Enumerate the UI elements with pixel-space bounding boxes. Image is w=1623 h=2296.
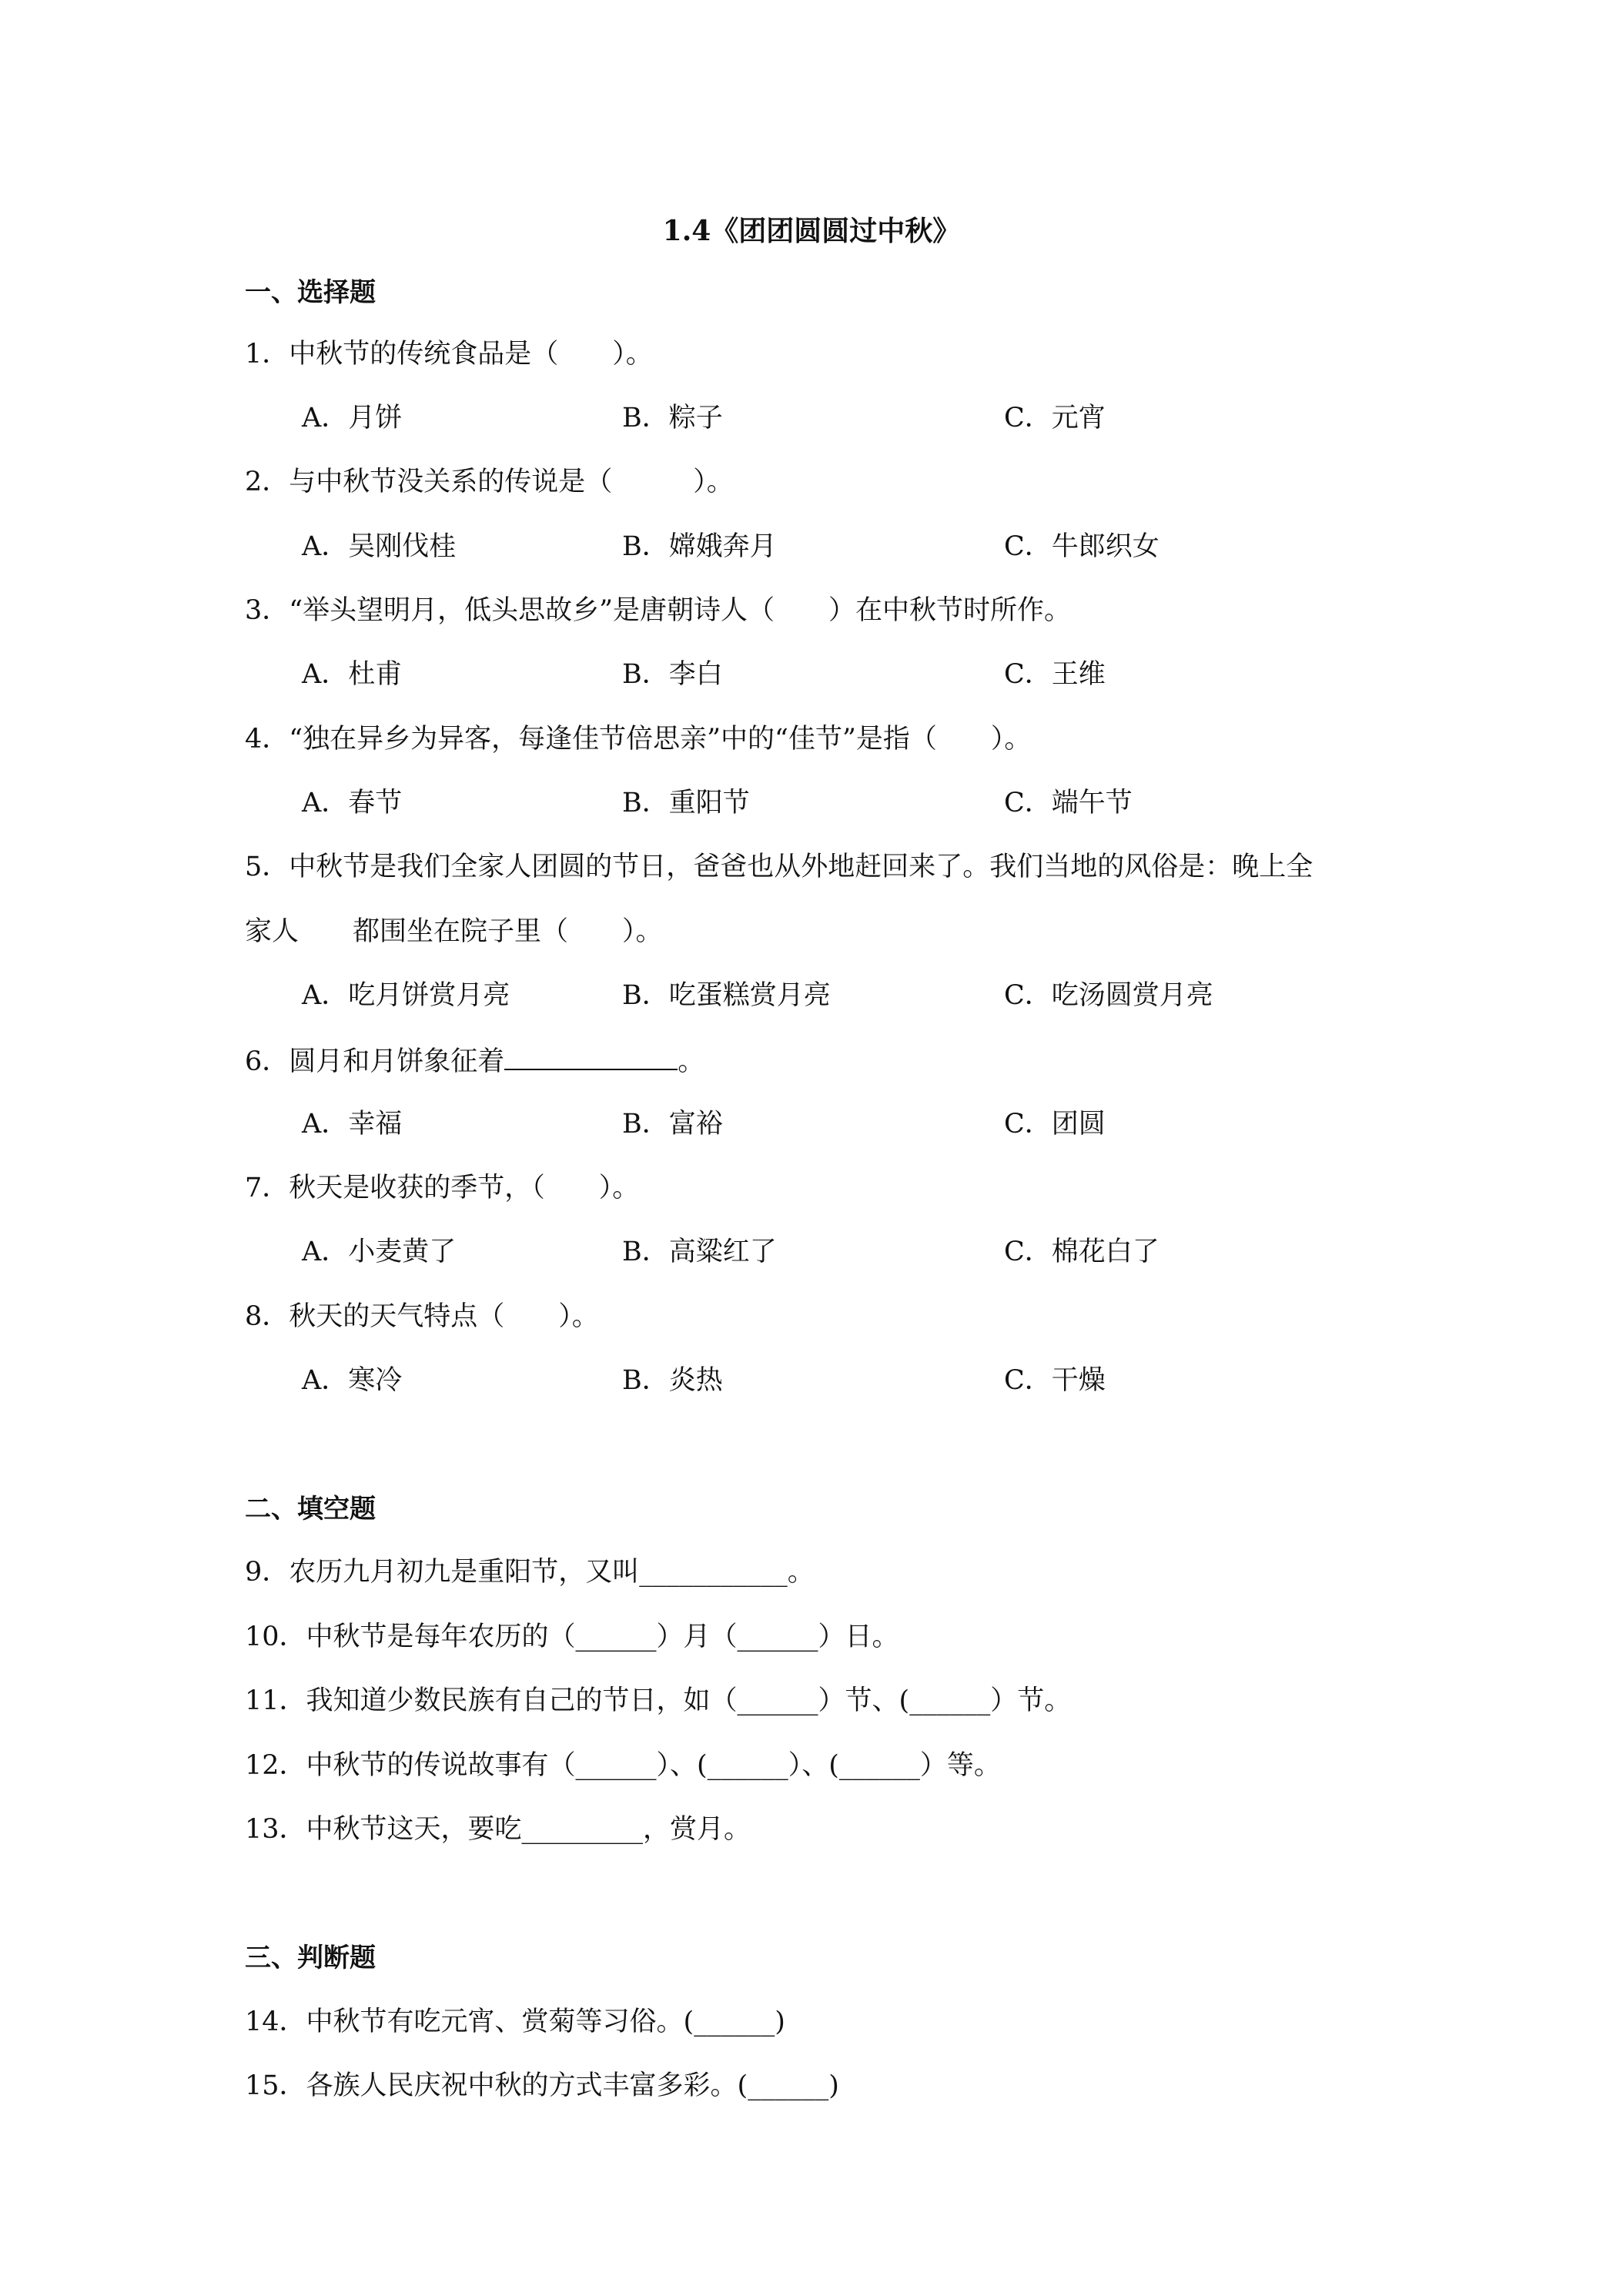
page-title: 1.4《团团圆圆过中秋》 xyxy=(662,215,961,247)
q8-option-b: B．炎热 xyxy=(622,1365,723,1396)
q8-option-a: A．寒冷 xyxy=(302,1365,403,1396)
q4-option-b: B．重阳节 xyxy=(622,788,750,818)
question-14: 14．中秋节有吃元宵、赏菊等习俗。(______) xyxy=(245,2006,785,2037)
question-11: 11．我知道少数民族有自己的节日，如（______）节、(______）节。 xyxy=(245,1685,1072,1716)
q3-option-c: C．王维 xyxy=(1004,659,1106,690)
question-1: 1．中秋节的传统食品是（ ）。 xyxy=(245,339,653,370)
q1-option-a: A．月饼 xyxy=(302,403,403,433)
q3-option-a: A．杜甫 xyxy=(302,659,403,690)
q6-answer-blank xyxy=(504,1038,678,1070)
q6-option-b: B．富裕 xyxy=(622,1109,723,1140)
question-2: 2．与中秋节没关系的传说是（ ）。 xyxy=(245,467,734,497)
q6-end: 。 xyxy=(678,1046,705,1077)
q4-option-c: C．端午节 xyxy=(1004,788,1133,818)
q1-option-b: B．粽子 xyxy=(622,403,723,433)
question-9: 9．农历九月初九是重阳节，又叫___________。 xyxy=(245,1557,815,1588)
q5-option-b: B．吃蛋糕赏月亮 xyxy=(622,980,831,1011)
question-13: 13．中秋节这天，要吃_________，赏月。 xyxy=(245,1814,751,1845)
q1-option-c: C．元宵 xyxy=(1004,403,1106,433)
q7-option-b: B．高粱红了 xyxy=(622,1237,777,1267)
q4-option-a: A．春节 xyxy=(302,788,403,818)
q6-option-a: A．幸福 xyxy=(302,1109,403,1140)
q5-option-a: A．吃月饼赏月亮 xyxy=(302,980,510,1011)
section-heading-judge: 三、判断题 xyxy=(245,1943,376,1973)
q6-text: 6．圆月和月饼象征着 xyxy=(245,1046,505,1077)
q6-option-c: C．团圆 xyxy=(1004,1109,1106,1140)
q2-option-c: C．牛郎织女 xyxy=(1004,531,1160,562)
question-5-line-1: 5．中秋节是我们全家人团圆的节日，爸爸也从外地赶回来了。我们当地的风俗是：晚上全 xyxy=(245,852,1313,882)
question-12: 12．中秋节的传说故事有（______）、(______）、(______）等。 xyxy=(245,1750,1001,1781)
q8-option-c: C．干燥 xyxy=(1004,1365,1106,1396)
q2-option-b: B．嫦娥奔月 xyxy=(622,531,777,562)
question-5-line-2: 家人 都围坐在院子里（ ）。 xyxy=(245,916,663,947)
q3-option-b: B．李白 xyxy=(622,659,723,690)
question-4: 4．“独在异乡为异客，每逢佳节倍思亲”中的“佳节”是指（ ）。 xyxy=(245,724,1032,755)
question-3: 3．“举头望明月，低头思故乡”是唐朝诗人（ ）在中秋节时所作。 xyxy=(245,595,1072,626)
question-10: 10．中秋节是每年农历的（______）月（______）日。 xyxy=(245,1622,899,1652)
question-6 xyxy=(245,1038,1384,1083)
question-15: 15．各族人民庆祝中秋的方式丰富多彩。(______) xyxy=(245,2070,839,2101)
section-heading-fill: 二、填空题 xyxy=(245,1494,376,1525)
q7-option-c: C．棉花白了 xyxy=(1004,1237,1160,1267)
question-7: 7．秋天是收获的季节，（ ）。 xyxy=(245,1173,640,1203)
q2-option-a: A．吴刚伐桂 xyxy=(302,531,457,562)
q7-option-a: A．小麦黄了 xyxy=(302,1237,457,1267)
question-8: 8．秋天的天气特点（ ）。 xyxy=(245,1301,599,1332)
q5-option-c: C．吃汤圆赏月亮 xyxy=(1004,980,1213,1011)
section-heading-choice: 一、选择题 xyxy=(245,277,376,308)
